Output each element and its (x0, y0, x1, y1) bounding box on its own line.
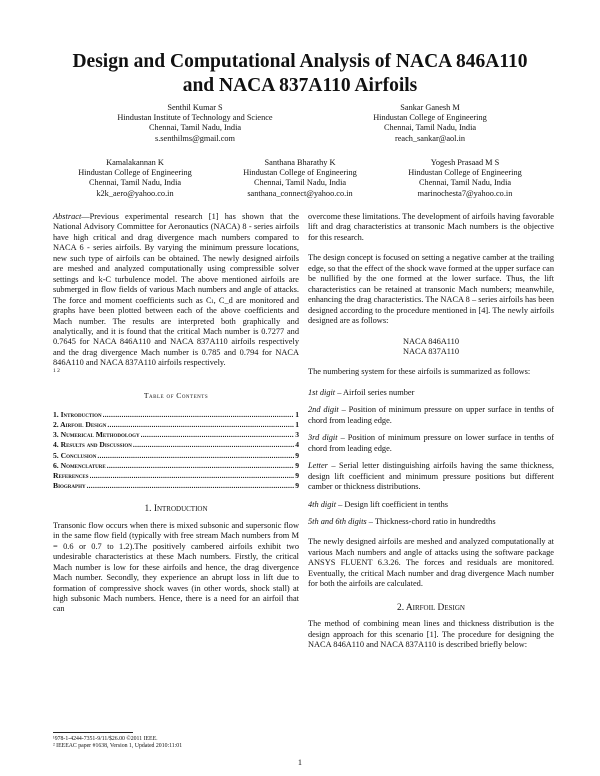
author-affiliation: Hindustan College of Engineering (78, 168, 192, 178)
author-city: Chennai, Tamil Nadu, India (88, 178, 182, 188)
author-email: santhana_connect@yahoo.co.in (247, 188, 353, 198)
numbering-item (308, 433, 554, 454)
numbering-label: Letter (308, 461, 328, 471)
author-name: Kamalakannan K (106, 158, 164, 167)
author-affiliation: Hindustan College of Engineering (373, 113, 487, 123)
paper-title (40, 50, 560, 98)
section-heading-airfoil-design: 2. Airfoil Design (397, 602, 465, 613)
numbering-item (308, 500, 554, 510)
numbering-label: 1st digit (308, 387, 336, 397)
numbering-label: 4th digit (308, 499, 337, 509)
toc-item-page: 9 (295, 470, 299, 480)
author-email: reach_sankar@aol.in (394, 133, 466, 143)
numbering-text: – Position of minimum pressure on upper surface in tenths of chord from leading edge. (308, 405, 554, 425)
introduction-text: Transonic flow occurs when there is mixed subsonic and supersonic flow in the same flow field (typically with free stream Mach numbers from M = 0.6 or 0.7 to 1.2).The positively cambered airfoils exhibit two undesirable characteristics at these Mach numbers. Firstly, the critical Mach number is low for these airfoils and hence, the drag divergence Mach number. Secondly, they experience an abrupt loss in lift due to formation of compressive shock waves (in other words, shock stall) at high subsonic Mach numbers. Hence, there is a need for an airfoil that can (53, 520, 299, 614)
author-city: Chennai, Tamil Nadu, India (383, 123, 477, 133)
author-affiliation: Hindustan College of Engineering (243, 168, 357, 178)
toc-item-page: 9 (295, 450, 299, 460)
abstract (53, 212, 299, 379)
author-affiliation: Hindustan Institute of Technology and Science (117, 113, 273, 123)
paragraph: The design concept is focused on setting a negative camber at the trailing edge, so that the effect of the shock wave formed at the upper surface can be nullified by the one formed at the lower surface. Thus, the lift characteristics can be retained at transonic Mach numbers; meanwhile, enhancing the drag characteristics. The NACA 8 – series airfoils has been designed according to the procedure mentioned in [4]. The newly airfoils designed are as follows: (308, 253, 554, 326)
toc-item-page: 1 (295, 409, 299, 419)
toc-item[interactable] (53, 430, 299, 440)
paragraph: overcome these limitations. The development of airfoils having favorable lift and drag characteristics at transonic Mach numbers is the objective for this research. (308, 212, 554, 242)
author-block (335, 103, 525, 144)
author-name: Sankar Ganesh M (400, 103, 460, 112)
page-number: 1 (297, 758, 303, 767)
numbering-text: – Thickness-chord ratio in hundredths (366, 516, 496, 526)
author-email: marinochesta7@yahoo.co.in (417, 188, 513, 198)
numbering-text: – Serial letter distinguishing airfoils having the same thickness, design lift coefficient and minimum pressure positions but different camber or thickness distributions. (308, 461, 554, 492)
toc-item-title: 4. Results and Discussion (53, 440, 132, 450)
title-line-2: and NACA 837A110 Airfoils (182, 75, 418, 96)
author-block (220, 158, 380, 199)
toc-heading: Table of Contents (143, 391, 209, 401)
left-column (53, 212, 299, 615)
numbering-label: 5th and 6th digits (308, 516, 367, 526)
title-line-1: Design and Computational Analysis of NACA 846A110 (72, 51, 528, 72)
paragraph: The numbering system for these airfoils is summarized as follows: (308, 367, 531, 377)
table-of-contents (53, 410, 299, 492)
abstract-text: —Previous experimental research [1] has shown that the National Advisory Committee for Aeronautics (NACA) 8 - series airfoils have high critical and drag divergence mach numbers compared to NACA 6 - series airfoils. By varying the minimum pressure locations, new such type of airfoils can be obtained. The newly designed airfoils are meshed and analyzed computationally using compressible solver settings and k-C turbulence model. The above mentioned airfoils are submerged in flow fields of various Mach numbers and angle of attacks. The force and moment coefficients such as Cₗ, C_d are monitored and graphs have been plotted between each of the above coefficients and Mach number. The results are interpreted both graphically and analytically, and it is found that the critical Mach number is 0.7277 and 0.7645 for NACA 846A110 and NACA 837A110 airfoils respectively and the drag divergence Mach number is 0.785 and 0.794 for NACA 846A110 and NACA 837A110 airfoils respectively. (53, 212, 299, 368)
airfoil-name: NACA 846A110 (402, 336, 459, 346)
airfoil-name: NACA 837A110 (402, 346, 459, 356)
author-city: Chennai, Tamil Nadu, India (148, 123, 242, 133)
toc-item-page: 9 (295, 481, 299, 491)
numbering-text: – Airfoil series number (335, 387, 415, 397)
toc-item-title: 1. Introduction (53, 409, 102, 419)
numbering-item (308, 405, 554, 426)
author-email: k2k_aero@yahoo.co.in (96, 188, 174, 198)
footnote-2: ² IEEEAC paper #1638, Version 1, Updated 2010:11:01 (53, 743, 183, 749)
author-city: Chennai, Tamil Nadu, India (253, 178, 347, 188)
author-affiliation: Hindustan College of Engineering (408, 168, 522, 178)
author-name: Yogesh Prasaad M S (430, 158, 500, 167)
paragraph: The newly designed airfoils are meshed and analyzed computationally at various Mach numbers and angle of attacks using the software package ANSYS FLUENT 6.3.26. The forces and residuals are monitored. Eventually, the critical Mach number and drag divergence Mach number for both the airfoils are calculated. (308, 537, 554, 589)
numbering-label: 3rd digit (308, 433, 338, 443)
toc-item-page: 4 (295, 440, 299, 450)
author-email: s.senthilms@gmail.com (154, 133, 235, 143)
paragraph: The method of combining mean lines and thickness distribution is the design approach for this scenario [1]. The procedure for designing the NACA 846A110 and NACA 837A110 is described briefly below: (308, 619, 554, 650)
toc-item-page: 9 (295, 460, 299, 470)
footnote-rule (53, 732, 133, 733)
abstract-footnote-marks: 1 2 (53, 368, 60, 375)
author-name: Senthil Kumar S (167, 103, 223, 112)
footnote-1: ¹978-1-4244-7351-9/11/$26.00 ©2011 IEEE. (53, 736, 158, 742)
numbering-item (308, 517, 554, 527)
toc-item[interactable] (53, 461, 299, 471)
toc-item-title: 6. Nomenclature (53, 460, 106, 470)
toc-item[interactable] (53, 471, 299, 481)
section-heading-introduction: 1. Introduction (144, 504, 208, 515)
toc-item[interactable] (53, 410, 299, 420)
author-block (385, 158, 545, 199)
right-column (308, 212, 554, 651)
toc-item-title: 2. Airfoil Design (53, 419, 107, 429)
toc-item-page: 3 (295, 430, 299, 440)
numbering-label: 2nd digit (308, 405, 339, 415)
numbering-text: – Position of minimum pressure on lower surface in tenths of chord from leading edge. (308, 433, 554, 453)
author-block (95, 103, 295, 144)
numbering-item (308, 461, 554, 492)
numbering-text: – Design lift coefficient in tenths (336, 499, 449, 509)
toc-item[interactable] (53, 481, 299, 491)
numbering-item (308, 388, 554, 398)
toc-item-title: Biography (53, 481, 86, 491)
toc-item-title: 5. Conclusion (53, 450, 97, 460)
toc-item-page: 1 (295, 419, 299, 429)
footnotes (53, 732, 299, 750)
abstract-label: Abstract (53, 212, 82, 221)
author-block (55, 158, 215, 199)
toc-item-title: 3. Numerical Methodology (53, 430, 140, 440)
toc-item[interactable] (53, 440, 299, 450)
author-name: Santhana Bharathy K (264, 158, 336, 167)
toc-item[interactable] (53, 420, 299, 430)
toc-item-title: References (53, 470, 89, 480)
toc-item[interactable] (53, 451, 299, 461)
author-city: Chennai, Tamil Nadu, India (418, 178, 512, 188)
